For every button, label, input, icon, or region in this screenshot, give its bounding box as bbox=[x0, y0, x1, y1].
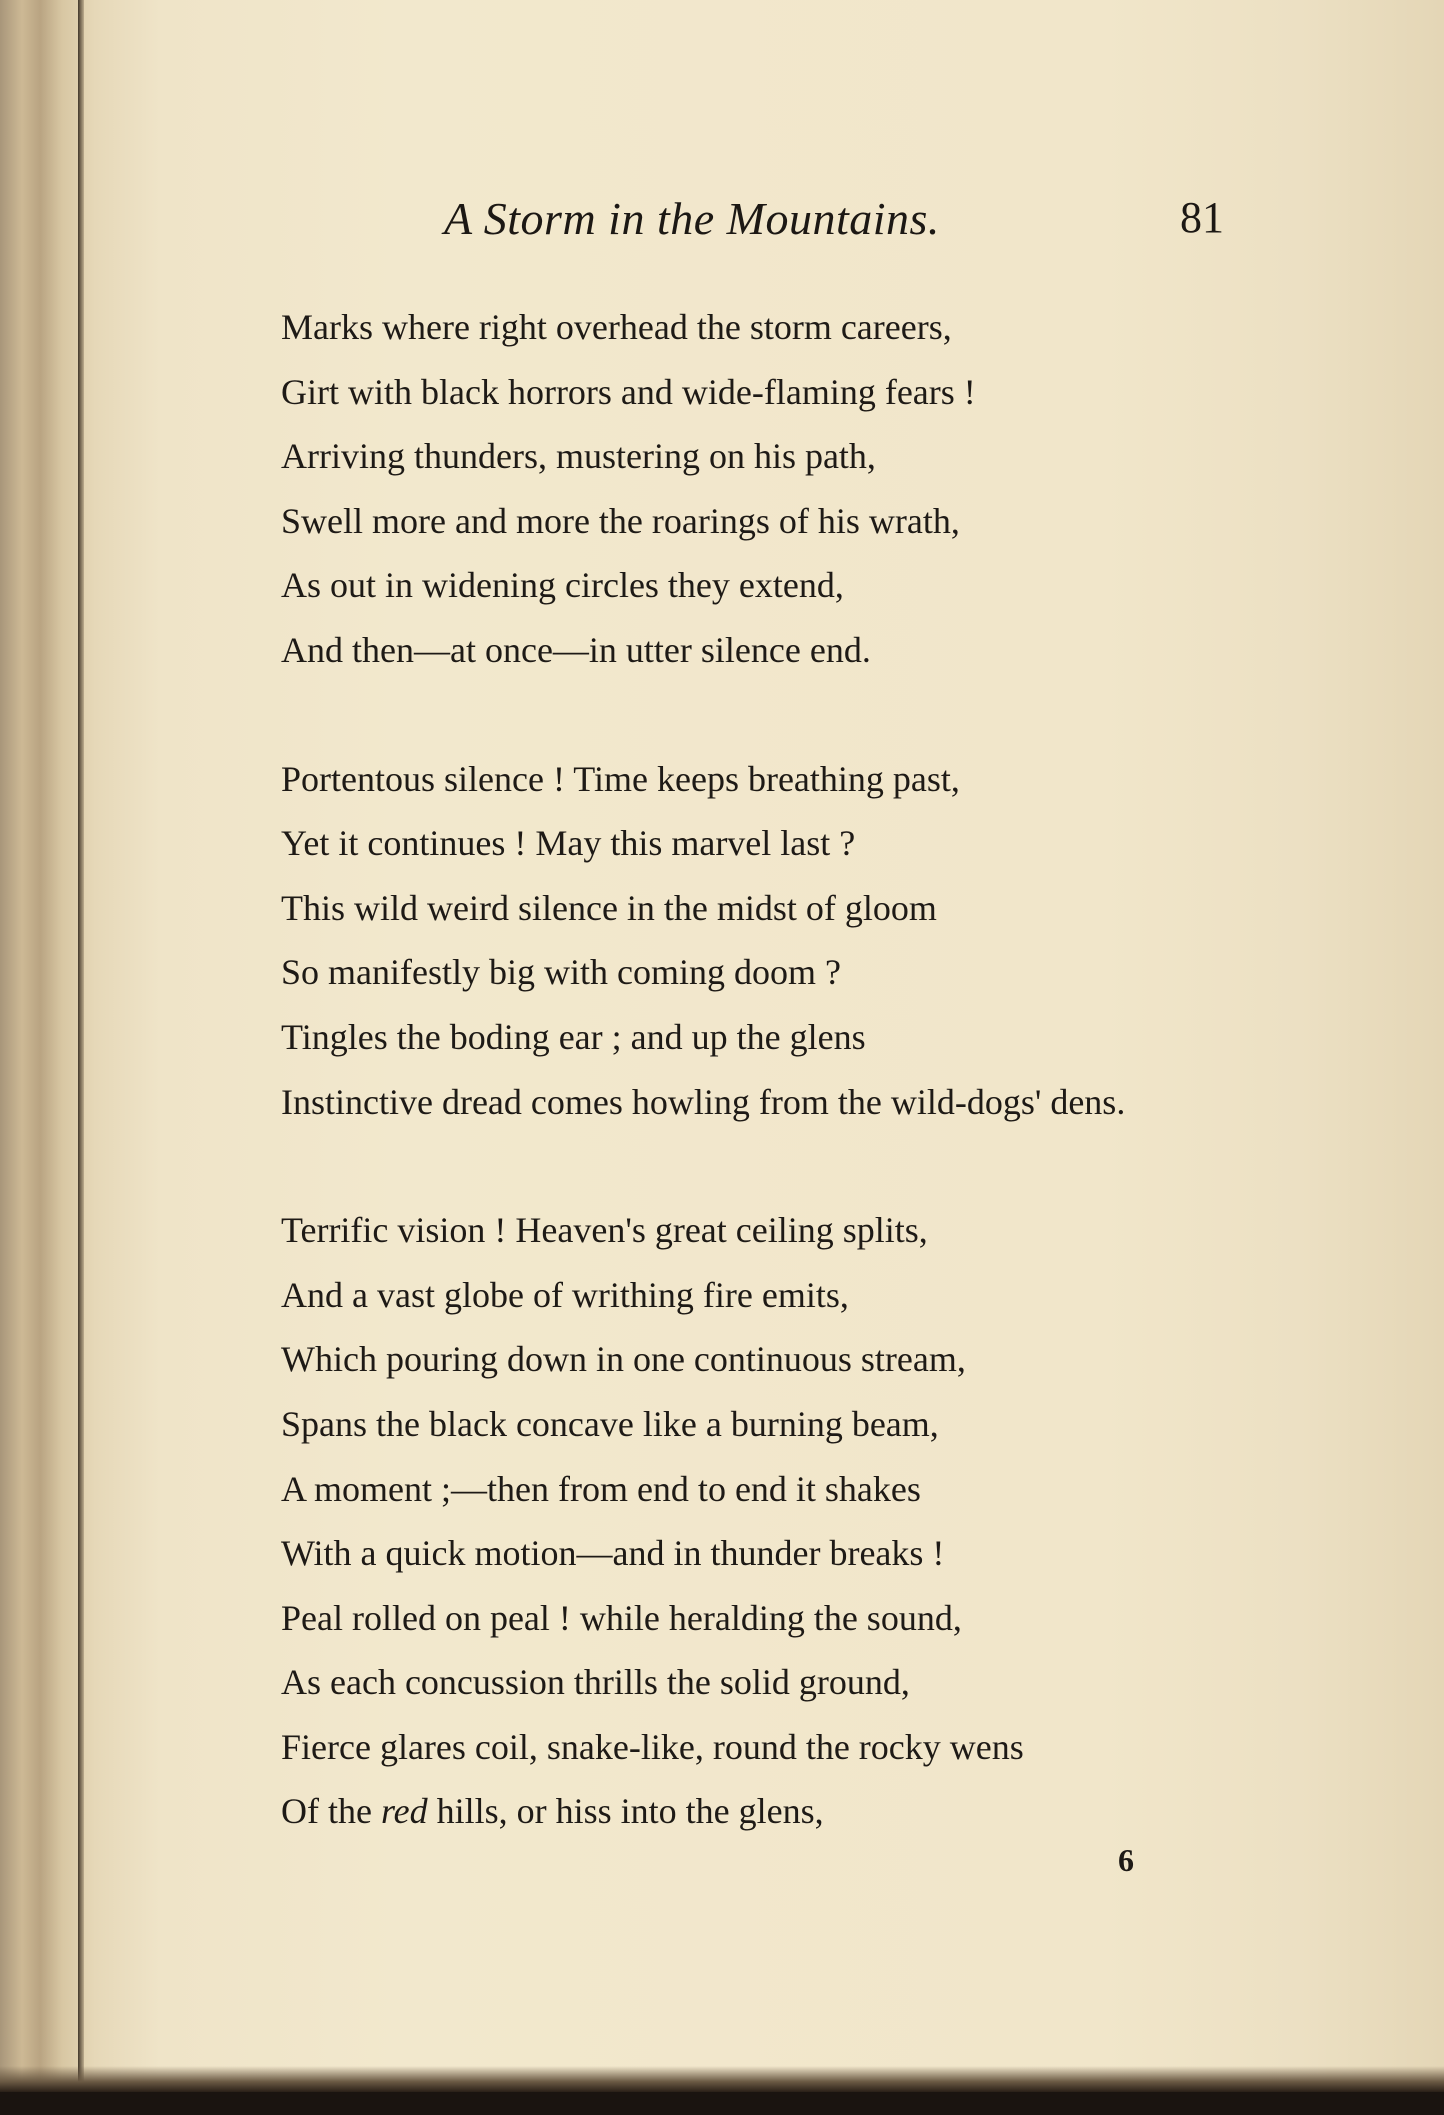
poem-line-last bbox=[281, 1779, 1281, 1844]
poem-line: A moment ;—then from end to end it shakes bbox=[281, 1468, 921, 1509]
poem-line: Marks where right overhead the storm careers, bbox=[281, 307, 952, 347]
poem-line: Peal rolled on peal ! while heralding the sound, bbox=[281, 1597, 962, 1638]
emphasized-word: red bbox=[380, 1791, 428, 1832]
poem-line: As each concussion thrills the solid ground, bbox=[281, 1662, 910, 1703]
poem-line: And a vast globe of writhing fire emits, bbox=[281, 1274, 849, 1315]
poem-line: This wild weird silence in the midst of gloom bbox=[281, 887, 937, 928]
poem-line: And then—at once—in utter silence end. bbox=[281, 629, 871, 670]
stanza-1 bbox=[281, 295, 1281, 683]
signature-mark: 6 bbox=[1118, 1842, 1134, 1878]
poem-line: Fierce glares coil, snake-like, round the rocky wens bbox=[281, 1726, 1024, 1767]
last-line-end: hills, or hiss into the glens, bbox=[427, 1791, 824, 1832]
poem-line: Which pouring down in one continuous stream, bbox=[281, 1339, 966, 1380]
chapter-title: A Storm in the Mountains. bbox=[444, 193, 940, 244]
poem-line: Girt with black horrors and wide-flaming fears ! bbox=[281, 371, 976, 412]
last-line-start: Of the bbox=[281, 1791, 381, 1832]
poem-line: Portentous silence ! Time keeps breathing past, bbox=[281, 758, 960, 799]
poem-body bbox=[281, 295, 1281, 1844]
running-head bbox=[0, 192, 1444, 252]
poem-line: Swell more and more the roarings of his wrath, bbox=[281, 500, 960, 541]
poem-line: Terrific vision ! Heaven's great ceiling splits, bbox=[281, 1210, 928, 1251]
poem-line: So manifestly big with coming doom ? bbox=[281, 952, 841, 993]
page-number: 81 bbox=[1180, 193, 1224, 242]
poem-line: Yet it continues ! May this marvel last ? bbox=[281, 823, 856, 864]
poem-line: Spans the black concave like a burning beam, bbox=[281, 1403, 939, 1444]
stanza-3 bbox=[281, 1198, 1281, 1844]
poem-line: Arriving thunders, mustering on his path, bbox=[281, 436, 876, 477]
stanza-2 bbox=[281, 747, 1281, 1135]
poem-line: With a quick motion—and in thunder breaks ! bbox=[281, 1533, 945, 1574]
poem-line: Instinctive dread comes howling from the wild-dogs' dens. bbox=[281, 1081, 1126, 1122]
poem-line: Tingles the boding ear ; and up the glens bbox=[281, 1016, 866, 1057]
poem-line: As out in widening circles they extend, bbox=[281, 565, 844, 606]
